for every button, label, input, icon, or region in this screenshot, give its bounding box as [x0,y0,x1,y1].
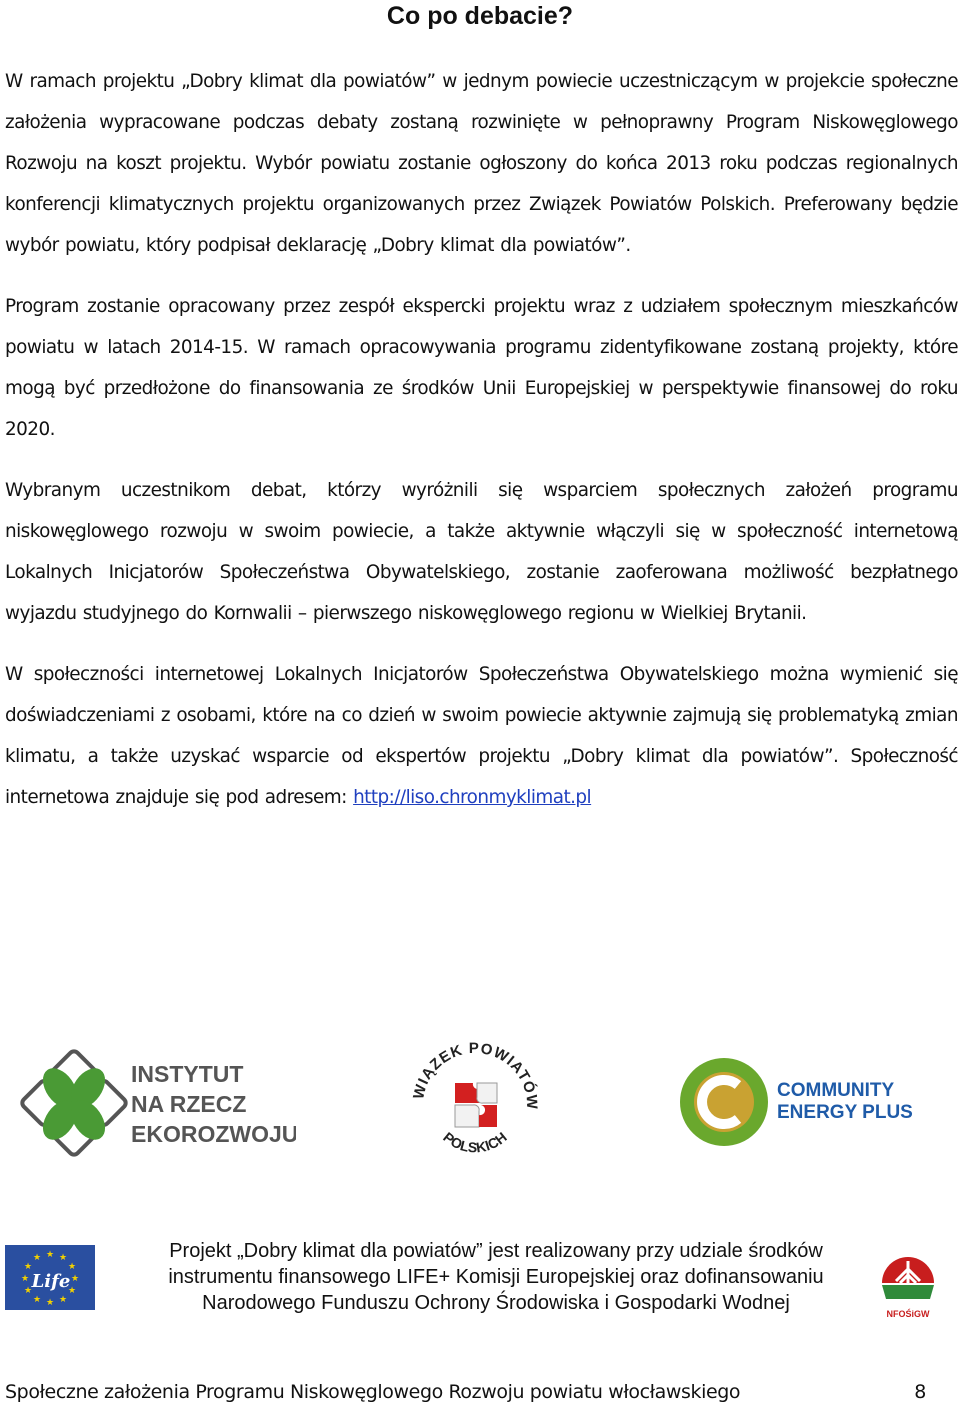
paragraph-2: Program zostanie opracowany przez zespół ekspercki projektu wraz z udziałem społecznym mieszkańców powiatu w latach 2014-15. W ramach opracowywania programu zidentyfikowane zostaną projekty, które mogą być przedłożone do finansowania ze środków Unii Europejskiej w perspektywie finansowej do roku 2020. [5,296,958,440]
paragraph-3: Wybranym uczestnikom debat, którzy wyróżnili się wsparciem społecznych założeń programu niskowęglowego rozwoju w swoim powiecie, a także aktywnie włączyli się w społeczność internetową Lokalnych Inicjatorów Społeczeństwa Obywatelskiego, zostanie zaoferowana możliwość bezpłatnego wyjazdu studyjnego do Kornwalii – pierwszego niskowęglowego regionu w Wielkiej Brytanii. [5,480,958,624]
instytut-line-1: INSTYTUT [131,1061,244,1087]
paragraph-4 [5,654,958,818]
funding-note [118,1238,874,1316]
page-heading: Co po debacie? [386,2,574,30]
svg-text:★: ★ [32,1253,42,1263]
svg-text:★: ★ [67,1286,77,1296]
paragraph-4-text: W społeczności internetowej Lokalnych Inicjatorów Społeczeństwa Obywatelskiego można wymienić się doświadczeniami z osobami, które na co dzień w swoim powiecie aktywnie zajmują się problematyką zmian klimatu, a także uzyskać wsparcie od ekspertów projektu „Dobry klimat dla powiatów”. Społeczność internetowa znajduje się pod adresem: [5,664,958,808]
nfosigw-tree-icon [878,1243,938,1323]
zpp-puzzle-icon [405,1033,545,1173]
svg-text:★: ★ [23,1286,33,1296]
paragraph-1: W ramach projektu „Dobry klimat dla powiatów” w jednym powiecie uczestniczącym w projekcie społeczne założenia wypracowane podczas debaty zostaną rozwinięte w pełnoprawny Program Niskowęglowego Rozwoju na koszt projektu. Wybór powiatu zostanie ogłoszony do końca 2013 roku podczas regionalnych konferencji klimatycznych projektu organizowanych przez Związek Powiatów Polskich. Preferowany będzie wybór powiatu, który podpisał deklarację „Dobry klimat dla powiatów”. [5,71,958,256]
instytut-leaf-icon [16,1048,296,1158]
svg-text:★: ★ [70,1274,80,1284]
life-logo [5,1245,95,1310]
zpp-top-text: WIĄZEK POWIATÓW [410,1039,541,1111]
nfosigw-logo [878,1243,938,1323]
page-footer [5,1381,926,1403]
zpp-bottom-text: POLSKICH [440,1128,510,1156]
svg-text:★: ★ [58,1253,68,1263]
svg-text:★: ★ [45,1250,55,1260]
funding-line-3: Narodowego Funduszu Ochrony Środowiska i Gospodarki Wodnej [202,1292,790,1314]
svg-text:★: ★ [45,1298,55,1308]
instytut-ekorozwoju-logo [16,1048,296,1158]
instytut-line-2: NA RZECZ [131,1091,247,1117]
svg-text:★: ★ [67,1262,77,1272]
svg-text:POLSKICH [440,1129,509,1156]
funding-line-1: Projekt „Dobry klimat dla powiatów” jest realizowany przy udziale środków [169,1240,823,1262]
nfosigw-text: NFOŚiGW [886,1309,930,1319]
community-energy-plus-logo [680,1055,920,1150]
svg-text:★: ★ [23,1262,33,1272]
svg-text:★: ★ [20,1274,30,1284]
life-text: Life [31,1271,71,1292]
svg-text:★: ★ [58,1295,68,1305]
svg-text:★: ★ [32,1295,42,1305]
zwiazek-powiatow-logo [405,1033,545,1173]
community-c-icon [680,1055,920,1150]
community-line-1: COMMUNITY [777,1080,895,1101]
footer-title: Społeczne założenia Programu Niskowęglowego Rozwoju powiatu włocławskiego [5,1381,741,1403]
eu-stars-icon [5,1245,95,1310]
funding-line-2: instrumentu finansowego LIFE+ Komisji Europejskiej oraz dofinansowaniu [168,1266,824,1288]
community-line-2: ENERGY PLUS [777,1102,913,1123]
liso-link[interactable]: http://liso.chronmyklimat.pl [353,787,592,808]
instytut-line-3: EKOROZWOJU [131,1121,296,1147]
page-number: 8 [914,1381,926,1403]
